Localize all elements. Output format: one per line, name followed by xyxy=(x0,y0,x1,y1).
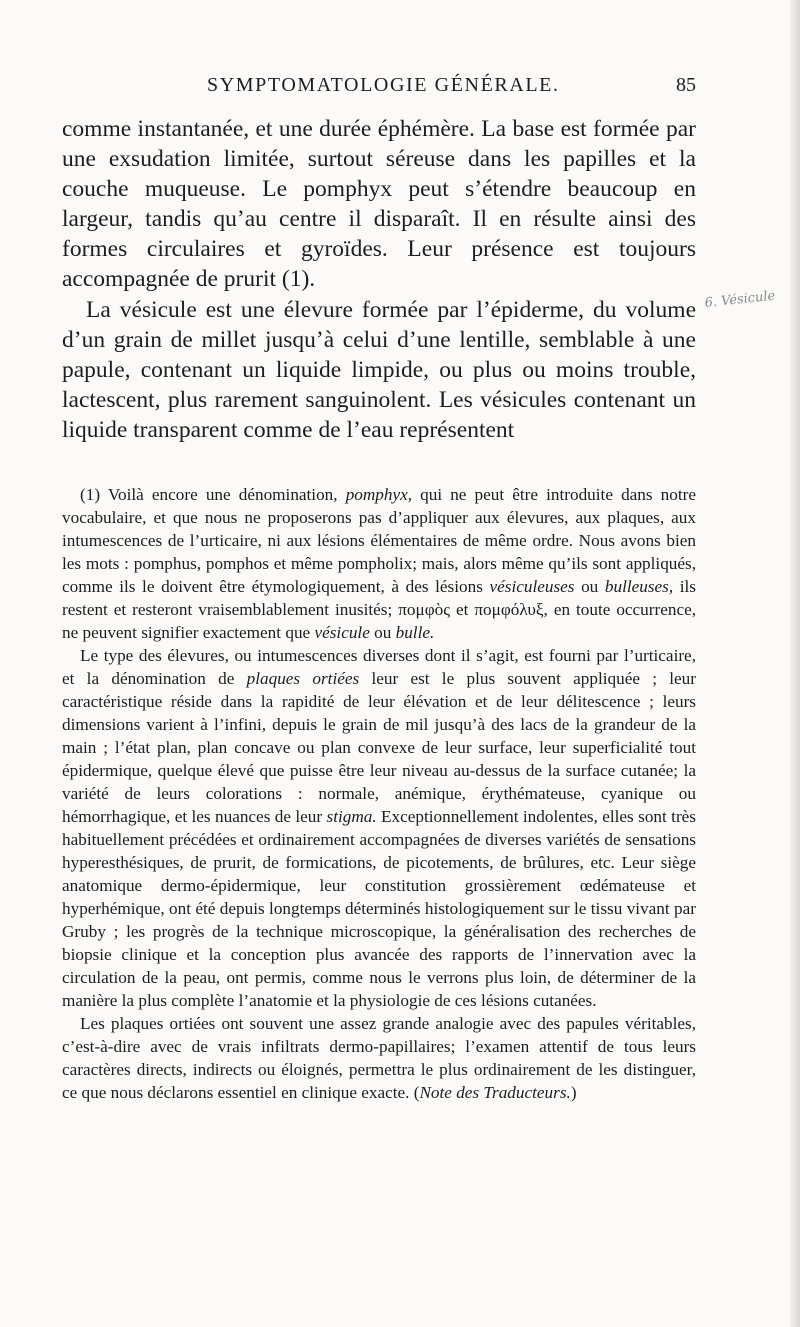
footnote-2-term: plaques ortiées xyxy=(246,669,360,688)
main-text xyxy=(62,114,696,445)
footnote-3-text: Les plaques ortiées ont souvent une assez grande analogie avec des papules véritables, c’est-à-dire avec de vrais infiltrats dermo-papillaires; l’examen attentif de tous leurs caractères directs, indirects ou éloignés, permettra le plus ordinairement de les distinguer, ce que nous déclarons essentiel en clinique exacte. ( xyxy=(62,1014,696,1102)
footnote-2 xyxy=(62,644,696,1012)
footnote-3 xyxy=(62,1012,696,1104)
translators-note: Note des Traducteurs. xyxy=(419,1083,571,1102)
paragraph-vesicule: La vésicule est une élevure formée par l’épiderme, du volume d’un grain de millet jusqu’à celui d’une lentille, semblable à une papule, contenant un liquide limpide, ou plus ou moins trouble, lactescent, plus rarement sanguinolent. Les vésicules contenant un liquide transparent comme de l’eau représentent xyxy=(62,296,696,443)
footnote-2-text: leur est le plus souvent appliquée ; leur caractéristique réside dans la rapidité de leur élévation et de leur délitescence ; leurs dimensions varient à l’infini, depuis le grain de mil jusqu’à des lacs de la grandeur de la main ; l’état plan, plan concave ou plan convexe de leur surface, leur superficialité tout épidermique, quelque élevé que puisse être leur niveau au-dessus de la surface cutanée; la variété de leurs colorations : normale, anémique, érythémateuse, cyanique ou hémorrhagique, et les nuances de leur xyxy=(62,669,696,826)
footnote-1-term: pomphyx, xyxy=(345,485,413,504)
footnote xyxy=(62,483,696,1104)
running-head xyxy=(62,74,696,100)
footnote-1-text: qui ne peut être introduite dans notre vocabulaire, et que nous ne proposerons pas d’appliquer aux élevures, aux plaques, aux intumescences de l’urticaire, ni aux lésions élémentaires de même ordre. Nous avons bien les mots : pomphus, pomphos et même pompholix; mais, alors même qu’ils sont appliqués, comme ils le doivent être étymologiquement, à des lésions xyxy=(62,485,696,596)
margin-annotation: 6. Vésicule xyxy=(704,288,776,311)
footnote-1-text: ils restent et resteront vraisemblablement inusités; πομφὸς et πομφόλυξ, en toute occurrence, ne peuvent signifier exactement que xyxy=(62,577,696,642)
footnote-1-term: bulle. xyxy=(395,623,435,642)
footnote-2-term: stigma. xyxy=(326,807,377,826)
footnote-1-text: ou xyxy=(369,623,396,642)
page-edge xyxy=(790,0,800,1327)
footnote-1-term: vésiculeuses xyxy=(489,577,575,596)
footnote-1 xyxy=(62,483,696,644)
running-title: SYMPTOMATOLOGIE GÉNÉRALE. xyxy=(207,74,560,96)
footnote-1-term: bulleuses, xyxy=(604,577,674,596)
footnote-3-text: ) xyxy=(570,1083,577,1102)
footnote-1-term: vésicule xyxy=(314,623,370,642)
page-number: 85 xyxy=(676,74,696,96)
footnote-1-text: (1) Voilà encore une dénomination, xyxy=(80,485,346,504)
footnote-1-text: ou xyxy=(574,577,605,596)
paragraph-pomphyx: comme instantanée, et une durée éphémère. La base est formée par une exsudation limitée, surtout séreuse dans les papilles et la couche muqueuse. Le pomphyx peut s’étendre beaucoup en largeur, tandis qu’au centre il disparaît. Il en résulte ainsi des formes circulaires et gyroïdes. Leur présence est toujours accompagnée de prurit (1). xyxy=(62,116,696,293)
footnote-2-text: Le type des élevures, ou intumescences diverses dont il s’agit, est fourni par l’urticaire, et la dénomination de xyxy=(62,646,696,688)
footnote-2-text: Exceptionnellement indolentes, elles sont très habituellement précédées et ordinairement accompagnées de diverses variétés de sensations hyperesthésiques, de prurit, de formications, de picotements, de brûlures, etc. Leur siège anatomique dermo-épidermique, leur constitution grossièrement œdémateuse et hyperhémique, ont été depuis longtemps déterminés histologiquement sur le tissu vivant par Gruby ; les progrès de la technique microscopique, la généralisation des recherches de biopsie clinique et la conception plus avancée des rapports de l’innervation avec la circulation de la peau, ont permis, comme nous le verrons plus loin, de déterminer de la manière la plus complète l’anatomie et la physiologie de ces lésions cutanées. xyxy=(62,807,696,1010)
